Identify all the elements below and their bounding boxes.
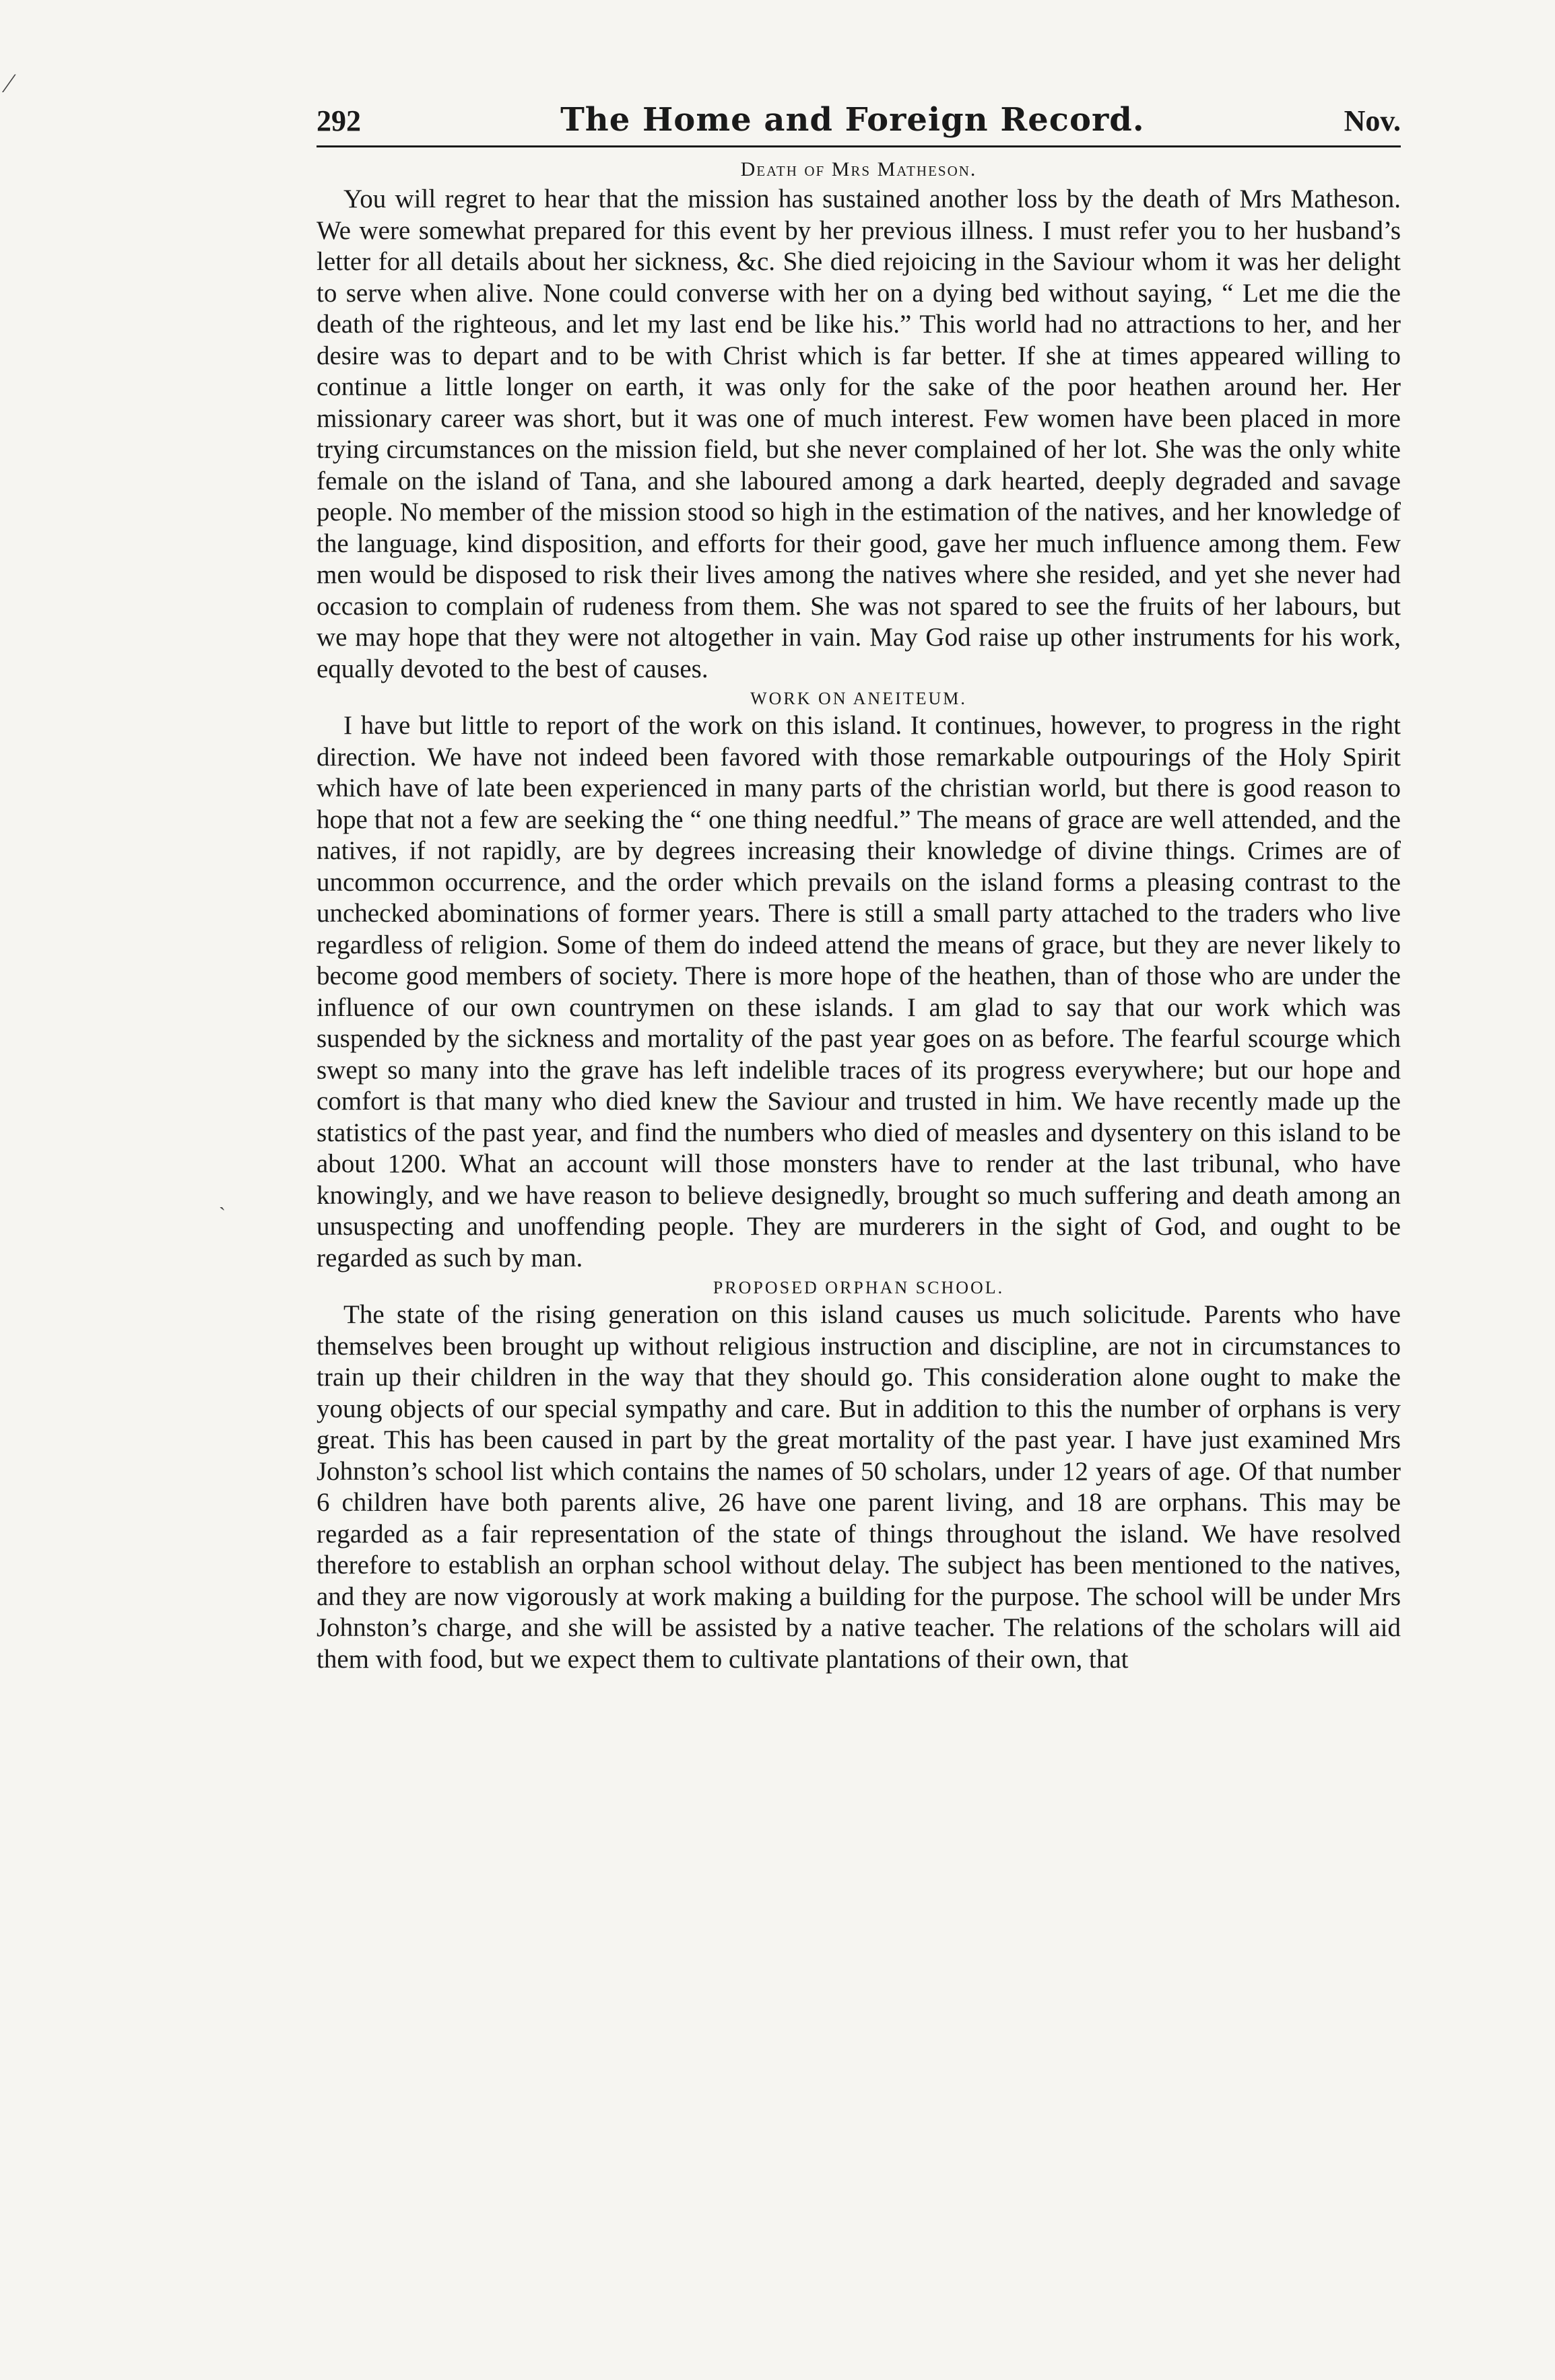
page xyxy=(317,101,1401,1675)
page-number: 292 xyxy=(317,104,361,137)
section-heading: Death of Mrs Matheson. xyxy=(740,158,977,180)
section-proposed-orphan-school xyxy=(317,1278,1401,1675)
journal-title: The Home and Foreign Record. xyxy=(560,101,1145,139)
issue-month: Nov. xyxy=(1344,104,1401,137)
section-body: I have but little to report of the work on this island. It continues, however, to progress in the right direction. We have not indeed been favored with those remarkable outpourings of the Holy Spirit which have of late been experienced in many parts of the christian world, but there is good reason to hope that not a few are seeking the “ one thing needful.” The means of grace are well attended, and the natives, if not rapidly, are by degrees increasing their knowledge of divine things. Crimes are of uncommon occurrence, and the order which prevails on the island forms a pleasing contrast to the unchecked abominations of former years. There is still a small party attached to the traders who live regardless of religion. Some of them do indeed attend the means of grace, but they are never likely to become good members of society. There is more hope of the heathen, than of those who are under the influence of our own countrymen on these islands. I am glad to say that our work which was suspended by the sickness and mortality of the past year goes on as before. The fearful scourge which swept so many into the grave has left indelible traces of its progress everywhere; but our hope and comfort is that many who died knew the Saviour and trusted in him. We have recently made up the statistics of the past year, and find the numbers who died of measles and dysentery on this island to be about 1200. What an account will those monsters have to render at the last tribunal, who have knowingly, and we have reason to believe designedly, brought so much suffering and death among an unsuspecting and unoffending people. They are murderers in the sight of God, and ought to be regarded as such by man. xyxy=(317,711,1401,1272)
section-body: You will regret to hear that the mission has sustained another loss by the death of Mrs Matheson. We were somewhat prepared for this event by her previous illness. I must refer you to her husband’s letter for all details about her sickness, &c. She died rejoicing in the Saviour whom it was her delight to serve when alive. None could converse with her on a dying bed without saying, “ Let me die the death of the righteous, and let my last end be like his.” This world had no attractions to her, and her desire was to depart and to be with Christ which is far better. If she at times appeared willing to continue a little longer on earth, it was only for the sake of the poor heathen around her. Her missionary career was short, but it was one of much interest. Few women have been placed in more trying circumstances on the mission field, but she never complained of her lot. She was the only white female on the island of Tana, and she laboured among a dark hearted, deeply degraded and savage people. No member of the mission stood so high in the estimation of the natives, and her knowledge of the language, kind disposition, and efforts for their good, gave her much influence among them. Few men would be disposed to risk their lives among the natives where she resided, and yet she never had occasion to complain of rudeness from them. She was not spared to see the fruits of her labours, but we may hope that they were not altogether in vain. May God raise up other instruments for his work, equally devoted to the best of causes. xyxy=(317,184,1401,683)
section-heading: WORK ON ANEITEUM. xyxy=(750,689,967,708)
section-body: The state of the rising generation on this island causes us much solicitude. Parents who have themselves been brought up without religious instruction and discipline, are not in circumstances to train up their children in the way that they should go. This consideration alone ought to make the young objects of our special sympathy and care. But in addition to this the number of orphans is very great. This has been caused in part by the great mortality of the past year. I have just examined Mrs Johnston’s school list which contains the names of 50 scholars, under 12 years of age. Of that number 6 children have both parents alive, 26 have one parent living, and 18 are orphans. This may be regarded as a fair representation of the state of things throughout the island. We have resolved therefore to establish an orphan school without delay. The subject has been mentioned to the natives, and they are now vigorously at work making a building for the purpose. The school will be under Mrs Johnston’s charge, and she will be assisted by a native teacher. The relations of the scholars will aid them with food, but we expect them to cultivate plantations of their own, that xyxy=(317,1300,1401,1674)
margin-mark: ⁄ xyxy=(7,68,11,98)
margin-mark: ˎ xyxy=(219,1188,226,1211)
section-work-on-aneiteum xyxy=(317,689,1401,1274)
section-heading: PROPOSED ORPHAN SCHOOL. xyxy=(713,1278,1005,1297)
running-header xyxy=(317,101,1401,147)
section-death-of-mrs-matheson xyxy=(317,158,1401,685)
